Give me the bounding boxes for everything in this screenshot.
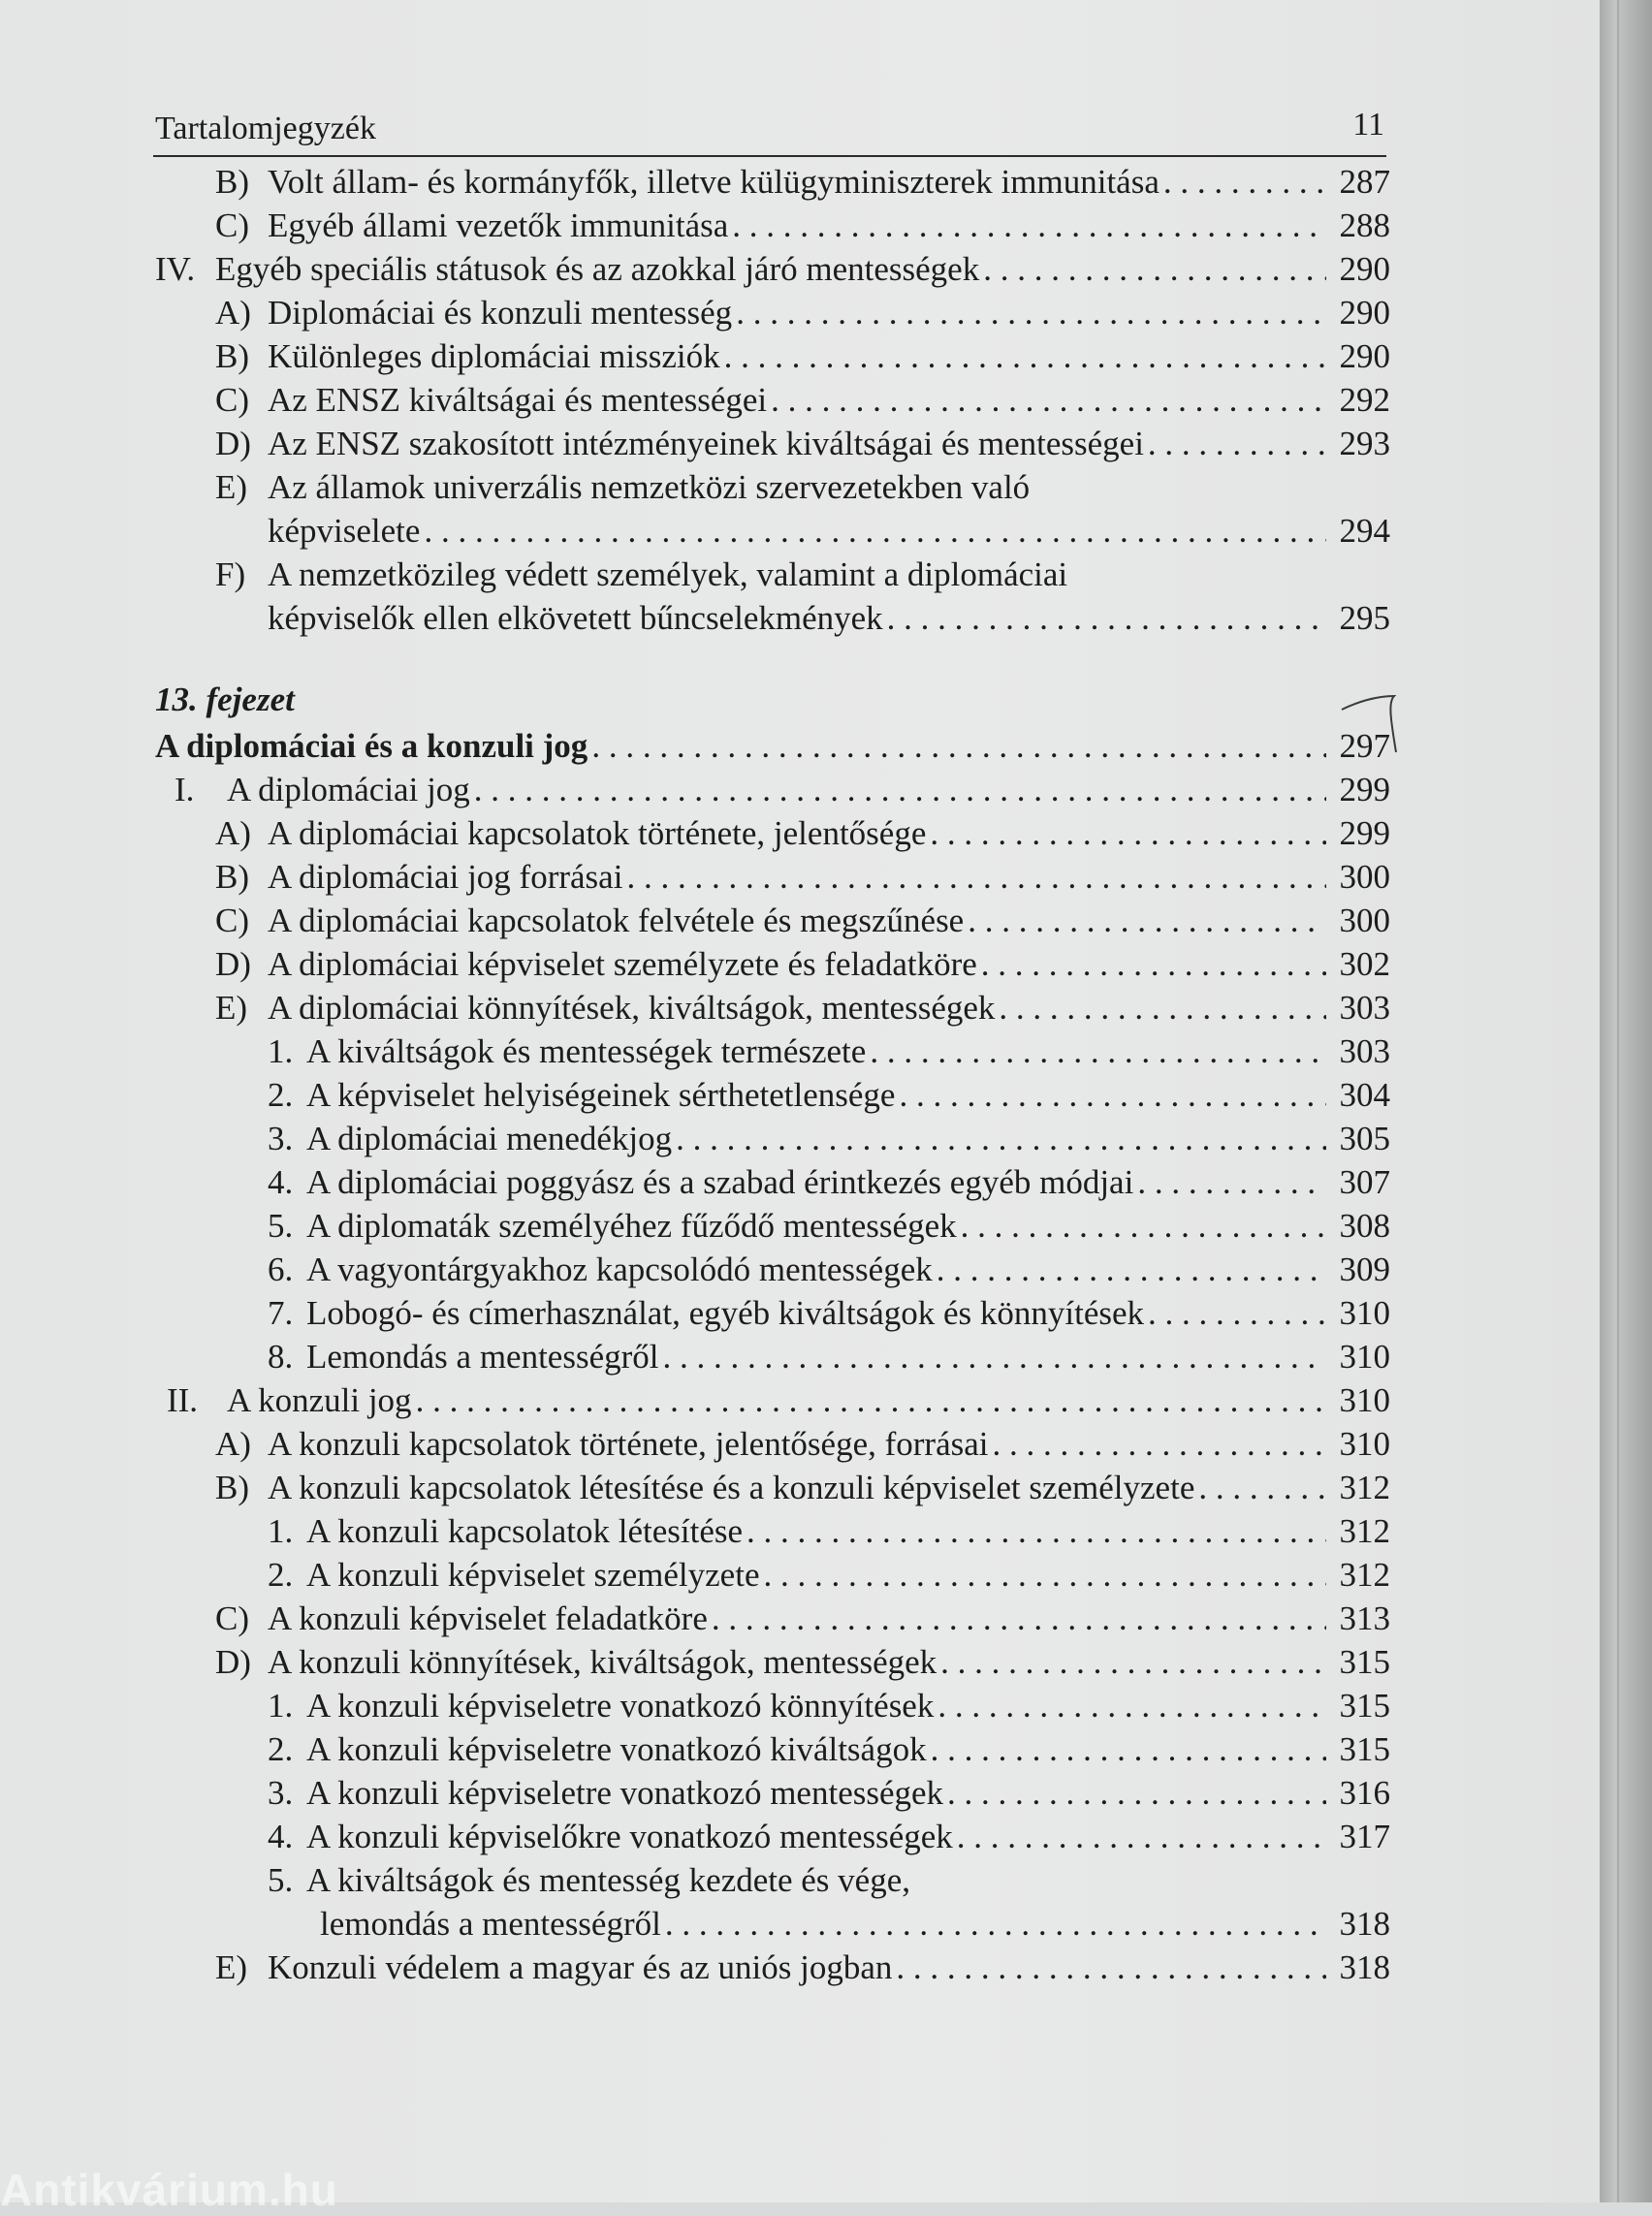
toc-entry-page: 297 xyxy=(1339,727,1390,765)
toc-entry-title: A konzuli könnyítések, kiváltságok, mentességek xyxy=(268,1643,937,1681)
toc-entry-page: 300 xyxy=(1339,858,1390,896)
toc-entry xyxy=(268,1554,1390,1597)
toc-entry-marker: A) xyxy=(215,1425,251,1463)
leader-dots xyxy=(999,987,1326,1029)
toc-entry xyxy=(155,248,1390,291)
toc-entry-marker: A) xyxy=(215,294,251,332)
toc-entry-marker: 7. xyxy=(268,1294,294,1332)
toc-entry-page: 303 xyxy=(1339,1032,1390,1070)
toc-entry-marker: 4. xyxy=(268,1163,294,1201)
toc-entry-title: A nemzetközileg védett személyek, valamint a diplomáciai xyxy=(268,555,1068,593)
toc-entry-title: A diplomáciai jog forrásai xyxy=(268,858,623,896)
leader-dots xyxy=(930,812,1326,855)
toc-entry xyxy=(268,1074,1390,1117)
toc-entry xyxy=(268,1292,1390,1335)
toc-entry-page: 299 xyxy=(1339,771,1390,808)
toc-entry-title: A konzuli képviseletre vonatkozó mentességek xyxy=(306,1774,944,1812)
toc-entry xyxy=(215,466,1390,509)
toc-entry-page: 318 xyxy=(1339,1948,1390,1986)
toc-entry-page: 313 xyxy=(1339,1599,1390,1637)
toc-entry-page: 310 xyxy=(1339,1294,1390,1332)
toc-entry xyxy=(268,1728,1390,1771)
toc-entry-marker: 3. xyxy=(268,1774,294,1812)
toc-entry-marker: C) xyxy=(215,902,249,939)
toc-entry xyxy=(268,1859,1390,1902)
watermark: Antikvárium.hu xyxy=(0,2165,338,2215)
toc-entry-marker: E) xyxy=(215,468,248,506)
toc-entry xyxy=(268,1249,1390,1291)
toc-entry-title: A diplomáciai kapcsolatok felvétele és megszűnése xyxy=(268,902,965,939)
toc-entry xyxy=(215,335,1390,378)
toc-entry-page: 309 xyxy=(1339,1250,1390,1288)
leader-dots xyxy=(981,943,1326,986)
toc-entry-marker: 2. xyxy=(268,1730,294,1768)
toc-entry xyxy=(268,1205,1390,1248)
toc-entry xyxy=(215,1947,1390,1989)
toc-entry-page: 316 xyxy=(1339,1774,1390,1812)
leader-dots xyxy=(931,1728,1326,1771)
leader-dots xyxy=(771,379,1326,422)
toc-entry-page: 310 xyxy=(1339,1338,1390,1376)
toc-entry-page: 290 xyxy=(1339,250,1390,288)
toc-entry-title: Az államok univerzális nemzetközi szervezetekben való xyxy=(268,468,1031,506)
leader-dots xyxy=(947,1772,1326,1815)
toc-entry xyxy=(175,769,1390,811)
toc-entry-title: A diplomáciai menedékjog xyxy=(306,1120,673,1157)
toc-entry-page: 310 xyxy=(1339,1425,1390,1463)
toc-entry-title: A diplomáciai jog xyxy=(227,771,470,808)
toc-entry-marker: 3. xyxy=(268,1120,294,1157)
toc-entry-marker: 1. xyxy=(268,1512,294,1550)
toc-entry-title: Az ENSZ szakosított intézményeinek kiváltságai és mentességei xyxy=(268,425,1144,462)
toc-entry-page: 292 xyxy=(1339,381,1390,419)
toc-entry-title: A diplomaták személyéhez fűződő mentességek xyxy=(306,1207,957,1245)
toc-entry xyxy=(215,554,1390,596)
toc-entry-title: Az ENSZ kiváltságai és mentességei xyxy=(268,381,768,419)
leader-dots xyxy=(940,1641,1326,1684)
toc-entry xyxy=(215,1641,1390,1684)
toc-entry xyxy=(268,1118,1390,1160)
toc-entry-marker: 5. xyxy=(268,1207,294,1245)
toc-entry-title: A diplomáciai könnyítések, kiváltságok, mentességek xyxy=(268,989,996,1027)
toc-entry xyxy=(215,423,1390,465)
toc-entry xyxy=(268,1510,1390,1553)
leader-dots xyxy=(1137,1161,1326,1204)
toc-entry-marker: IV. xyxy=(155,250,196,288)
toc-entry-marker: A) xyxy=(215,814,251,852)
toc-entry-marker: 8. xyxy=(268,1338,294,1376)
toc-entry-marker: 5. xyxy=(268,1861,294,1899)
toc-entry-marker: B) xyxy=(215,1469,249,1506)
toc-entry xyxy=(268,1030,1390,1073)
leader-dots xyxy=(1148,1292,1326,1335)
toc-entry-marker: 2. xyxy=(268,1556,294,1594)
toc-entry-page: 299 xyxy=(1339,814,1390,852)
toc-entry-page: 312 xyxy=(1339,1469,1390,1506)
toc-entry xyxy=(268,1336,1390,1378)
toc-entry-page: 305 xyxy=(1339,1120,1390,1157)
toc-entry xyxy=(215,292,1390,334)
toc-entry-title: A kiváltságok és mentesség kezdete és vége, xyxy=(306,1861,910,1899)
toc-entry-title: Lobogó- és címerhasználat, egyéb kiváltságok és könnyítések xyxy=(306,1294,1145,1332)
toc-entry xyxy=(215,1598,1390,1640)
toc-entry-marker: 2. xyxy=(268,1076,294,1114)
toc-entry-title: A konzuli képviselet feladatköre xyxy=(268,1599,708,1637)
toc-entry-page: 315 xyxy=(1339,1643,1390,1681)
toc-entry-marker: C) xyxy=(215,1599,249,1637)
toc-entry-marker: D) xyxy=(215,425,251,462)
toc-entry-marker: I. xyxy=(175,771,195,808)
toc-entry-page: 307 xyxy=(1339,1163,1390,1201)
toc-entry xyxy=(215,856,1390,899)
leader-dots xyxy=(665,1903,1326,1946)
toc-entry-marker: 1. xyxy=(268,1687,294,1725)
toc-entry-title: A konzuli képviselet személyzete xyxy=(306,1556,760,1594)
toc-entry-page: 308 xyxy=(1339,1207,1390,1245)
toc-entry-marker: 4. xyxy=(268,1818,294,1855)
toc-entry-title: Volt állam- és kormányfők, illetve külügyminiszterek immunitása xyxy=(268,163,1160,201)
leader-dots xyxy=(763,1554,1326,1597)
toc-entry-marker: C) xyxy=(215,381,249,419)
leader-dots xyxy=(724,335,1326,378)
toc-entry-page: 315 xyxy=(1339,1687,1390,1725)
toc-entry-title: Egyéb állami vezetők immunitása xyxy=(268,206,729,244)
leader-dots xyxy=(732,205,1326,247)
toc-entry xyxy=(268,1161,1390,1204)
chapter-label: 13. fejezet xyxy=(155,681,295,718)
leader-dots xyxy=(591,725,1326,768)
leader-dots xyxy=(937,1685,1326,1727)
leader-dots xyxy=(626,856,1326,899)
leader-dots xyxy=(983,248,1326,291)
toc-entry-page: 310 xyxy=(1339,1381,1390,1419)
toc-entry xyxy=(215,161,1390,204)
toc-entry xyxy=(215,1467,1390,1509)
toc-entry-page: 312 xyxy=(1339,1556,1390,1594)
toc-entry xyxy=(167,1379,1390,1422)
page-number: 11 xyxy=(1352,107,1384,142)
toc-entry-marker: 6. xyxy=(268,1250,294,1288)
toc-entry-title: A konzuli jog xyxy=(227,1381,412,1419)
toc-entry xyxy=(268,597,1390,640)
toc-entry-title: A diplomáciai és a konzuli jog xyxy=(155,727,588,765)
toc-entry-title: A diplomáciai kapcsolatok története, jelentősége xyxy=(268,814,927,852)
toc-entry-marker: 1. xyxy=(268,1032,294,1070)
leader-dots xyxy=(899,1074,1326,1117)
toc-entry-marker: B) xyxy=(215,858,249,896)
leader-dots xyxy=(663,1336,1326,1378)
toc-entry-marker: D) xyxy=(215,1643,251,1681)
leader-dots xyxy=(1163,161,1326,204)
toc-entry-page: 315 xyxy=(1339,1730,1390,1768)
toc-entry xyxy=(268,1816,1390,1858)
leader-dots xyxy=(747,1510,1326,1553)
toc-entry xyxy=(268,1772,1390,1815)
toc-entry-title: A diplomáciai képviselet személyzete és feladatköre xyxy=(268,945,977,983)
toc-entry-page: 294 xyxy=(1339,512,1390,550)
toc-entry xyxy=(215,900,1390,942)
toc-entry-title: képviselete xyxy=(268,512,421,550)
toc-entry-page: 295 xyxy=(1339,599,1390,637)
toc-entry xyxy=(215,812,1390,855)
toc-entry-marker: D) xyxy=(215,945,251,983)
toc-entry xyxy=(268,510,1390,553)
toc-entry xyxy=(215,1423,1390,1466)
toc-entry-page: 304 xyxy=(1339,1076,1390,1114)
toc-entry-title: A képviselet helyiségeinek sérthetetlensége xyxy=(306,1076,896,1114)
toc-entry-title: A diplomáciai poggyász és a szabad érintkezés egyéb módjai xyxy=(306,1163,1134,1201)
toc-entry-page: 290 xyxy=(1339,294,1390,332)
toc-entry-title: A vagyontárgyakhoz kapcsolódó mentességek xyxy=(306,1250,933,1288)
leader-dots xyxy=(736,292,1326,334)
toc-entry-title: Diplomáciai és konzuli mentesség xyxy=(268,294,733,332)
leader-dots xyxy=(712,1598,1326,1640)
toc-entry-marker: B) xyxy=(215,163,249,201)
toc-entry-page: 300 xyxy=(1339,902,1390,939)
toc-entry xyxy=(215,205,1390,247)
leader-dots xyxy=(1148,423,1326,465)
toc-entry-title: A konzuli kapcsolatok létesítése és a konzuli képviselet személyzete xyxy=(268,1469,1195,1506)
leader-dots xyxy=(961,1205,1326,1248)
toc-entry-marker: II. xyxy=(167,1381,199,1419)
toc-entry-marker: E) xyxy=(215,989,248,1027)
leader-dots xyxy=(993,1423,1327,1466)
toc-entry-page: 290 xyxy=(1339,337,1390,375)
toc-entry-page: 318 xyxy=(1339,1905,1390,1943)
leader-dots xyxy=(957,1816,1326,1858)
toc-entry-page: 317 xyxy=(1339,1818,1390,1855)
toc-entry-marker: F) xyxy=(215,555,246,593)
toc-entry-title: A konzuli kapcsolatok története, jelentősége, forrásai xyxy=(268,1425,989,1463)
toc-entry-title: A konzuli képviseletre vonatkozó kiváltságok xyxy=(306,1730,927,1768)
toc-entry-page: 312 xyxy=(1339,1512,1390,1550)
toc-entry-page: 288 xyxy=(1339,206,1390,244)
toc-entry xyxy=(215,987,1390,1029)
toc-entry-page: 302 xyxy=(1339,945,1390,983)
toc-entry-page: 293 xyxy=(1339,425,1390,462)
toc-entry-title: Konzuli védelem a magyar és az uniós jogban xyxy=(268,1948,893,1986)
toc-entry-page: 303 xyxy=(1339,989,1390,1027)
leader-dots xyxy=(887,597,1326,640)
toc-entry xyxy=(268,1685,1390,1727)
toc-entry xyxy=(320,1903,1390,1946)
leader-dots xyxy=(416,1379,1326,1422)
toc-entry-marker: E) xyxy=(215,1948,248,1986)
leader-dots xyxy=(968,900,1326,942)
toc-entry-marker: B) xyxy=(215,337,249,375)
toc-entry-marker: C) xyxy=(215,206,249,244)
toc-entry-title: A konzuli képviselőkre vonatkozó mentességek xyxy=(306,1818,953,1855)
toc-entry-title: Lemondás a mentességről xyxy=(306,1338,659,1376)
toc-entry xyxy=(155,725,1390,768)
toc-entry-title: Egyéb speciális státusok és az azokkal járó mentességek xyxy=(215,250,980,288)
toc-entry-title: A konzuli képviseletre vonatkozó könnyítések xyxy=(306,1687,935,1725)
leader-dots xyxy=(870,1030,1326,1073)
toc-entry-title: képviselők ellen elkövetett bűncselekmények xyxy=(268,599,883,637)
leader-dots xyxy=(474,769,1326,811)
leader-dots xyxy=(1198,1467,1326,1509)
toc-entry-title: lemondás a mentességről xyxy=(320,1905,661,1943)
toc-entry xyxy=(215,379,1390,422)
toc-entry-title: A kiváltságok és mentességek természete xyxy=(306,1032,867,1070)
toc-entry xyxy=(215,943,1390,986)
pencil-mark-icon xyxy=(1338,688,1415,756)
leader-dots xyxy=(937,1249,1326,1291)
leader-dots xyxy=(896,1947,1326,1989)
toc-entry-title: Különleges diplomáciai missziók xyxy=(268,337,720,375)
toc-entry-title: A konzuli kapcsolatok létesítése xyxy=(306,1512,744,1550)
leader-dots xyxy=(676,1118,1326,1160)
running-title: Tartalomjegyzék xyxy=(155,111,376,146)
toc-entry-page: 287 xyxy=(1339,163,1390,201)
leader-dots xyxy=(424,510,1326,553)
